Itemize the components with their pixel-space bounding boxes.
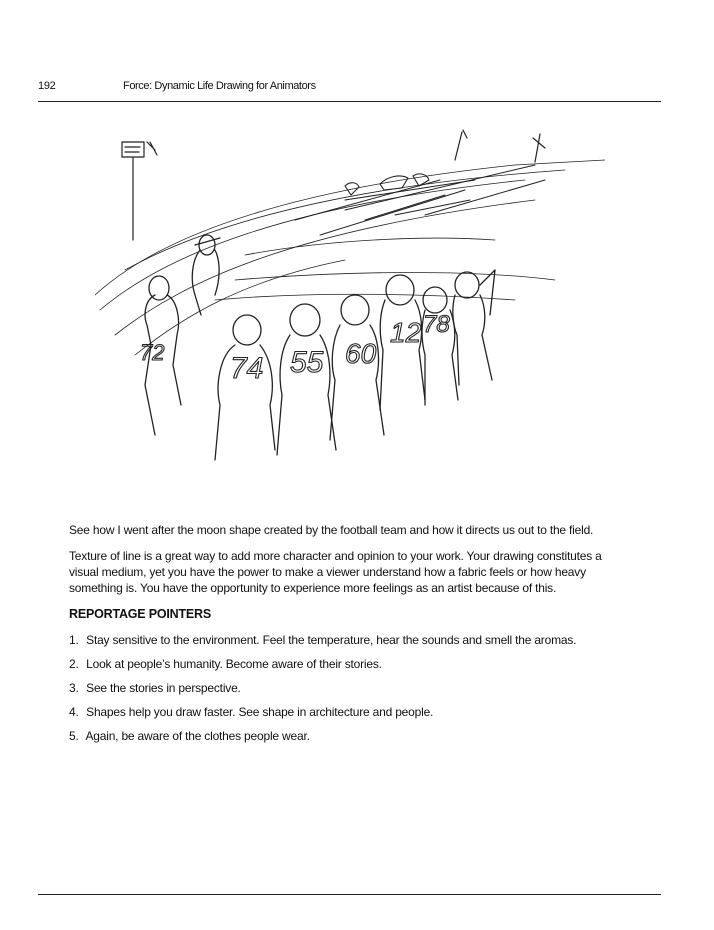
jersey-74: 74 [230, 352, 264, 385]
list-item [69, 704, 629, 720]
list-item [69, 632, 629, 648]
list-item-number: 1. [69, 633, 79, 647]
list-item-text: See the stories in perspective. [86, 681, 241, 695]
jersey-12: 12 [390, 317, 422, 348]
paragraph-texture: Texture of line is a great way to add more character and opinion to your work. Your drawing constitutes a visual medium, yet you have the power to make a viewer understand how a fabric feels or how heavy something is. You have the opportunity to experience more feelings as an artist because of this. [69, 549, 602, 595]
list-item-text: Again, be aware of the clothes people wear. [85, 729, 310, 743]
list-item-number: 5. [69, 729, 79, 743]
list-item-text: Shapes help you draw faster. See shape in architecture and people. [86, 705, 434, 719]
list-item [69, 656, 629, 672]
page-number: 192 [38, 80, 56, 92]
reportage-pointers-list [69, 632, 629, 744]
paragraph-caption: See how I went after the moon shape created by the football team and how it directs us out to the field. [69, 523, 594, 537]
footer-rule [38, 894, 661, 895]
list-item-number: 4. [69, 705, 79, 719]
running-title: Force: Dynamic Life Drawing for Animators [123, 80, 316, 92]
jersey-55: 55 [290, 346, 324, 379]
list-item-text: Stay sensitive to the environment. Feel the temperature, hear the sounds and smell the aromas. [86, 633, 577, 647]
football-team-sketch [95, 120, 605, 500]
page-header [38, 80, 661, 102]
header-rule [38, 101, 661, 102]
section-heading: REPORTAGE POINTERS [69, 607, 212, 621]
jersey-60: 60 [345, 338, 377, 369]
list-item-text: Look at people’s humanity. Become aware of their stories. [86, 657, 382, 671]
jersey-72: 72 [140, 340, 165, 365]
list-item [69, 680, 629, 696]
body-text [69, 522, 629, 752]
list-item [69, 728, 629, 744]
list-item-number: 2. [69, 657, 79, 671]
jersey-78: 78 [423, 311, 450, 338]
list-item-number: 3. [69, 681, 79, 695]
